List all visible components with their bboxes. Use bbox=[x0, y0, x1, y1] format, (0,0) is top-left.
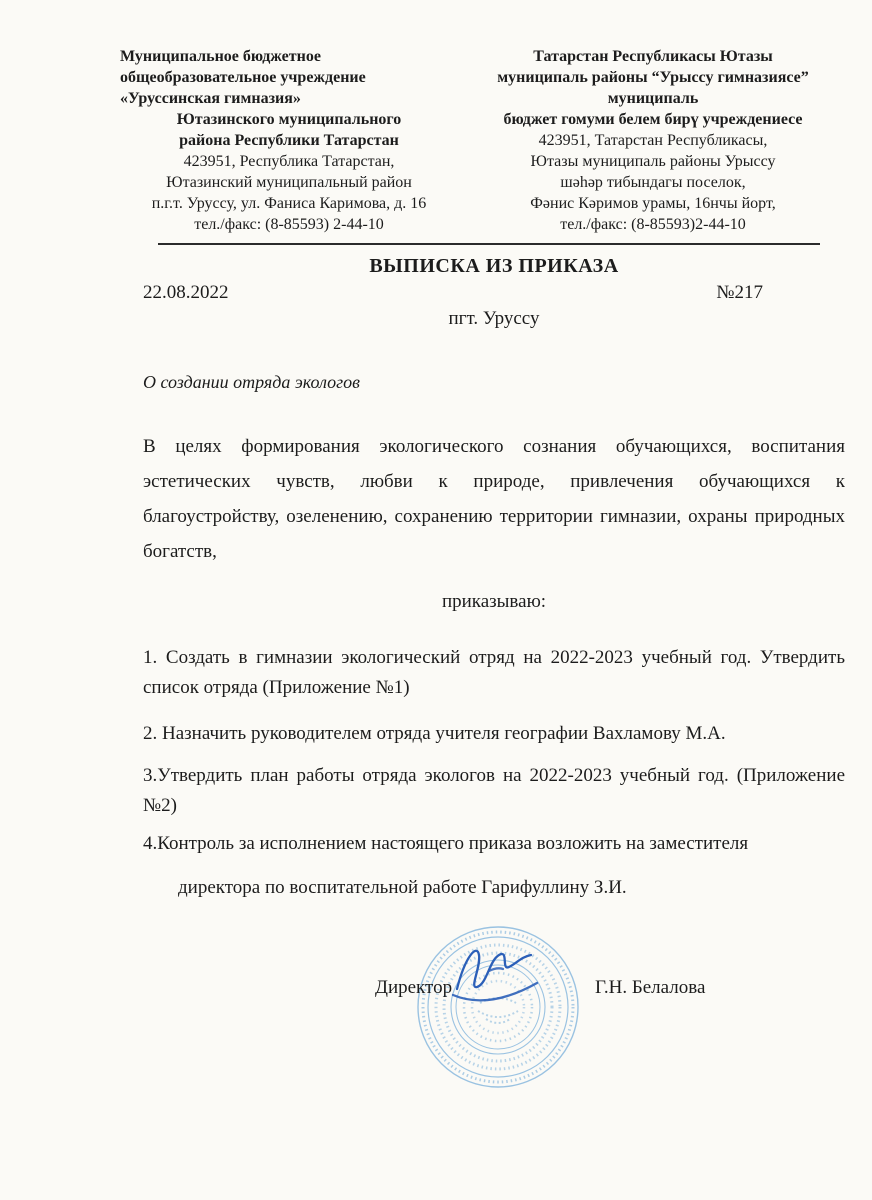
letterhead-line: муниципаль районы “Урыссу гимназиясе” bbox=[497, 69, 809, 86]
letterhead-line: тел./факс: (8-85593) 2-44-10 bbox=[194, 216, 384, 233]
order-item-3: 3.Утвердить план работы отряда экологов на 2022-2023 учебный год. (Приложение №2) bbox=[143, 765, 845, 816]
letterhead-line: п.г.т. Уруссу, ул. Фаниса Каримова, д. 16 bbox=[151, 195, 427, 212]
letterhead-line: Фәнис Кәримов урамы, 16нчы йорт, bbox=[530, 195, 776, 212]
meta-row bbox=[143, 280, 845, 306]
document-place: пгт. Уруссу bbox=[448, 308, 540, 329]
letterhead-line: Татарстан Республикасы Ютазы bbox=[533, 48, 773, 65]
document-number: №217 bbox=[716, 282, 763, 303]
order-item-1: 1. Создать в гимназии экологический отряд на 2022-2023 учебный год. Утвердить список отряда (Приложение №1) bbox=[143, 647, 845, 698]
letterhead-line: Ютазы муниципаль районы Урыссу bbox=[530, 153, 776, 170]
divider bbox=[158, 243, 820, 245]
letterhead-line: бюджет гомуми белем бирү учреждениесе bbox=[503, 111, 803, 128]
letterhead-line: шәһәр тибындагы поселок, bbox=[560, 174, 746, 191]
letterhead-line: 423951, Республика Татарстан, bbox=[183, 153, 395, 170]
letterhead-line: Ютазинский муниципальный район bbox=[166, 174, 412, 191]
preamble-paragraph: В целях формирования экологического сознания обучающихся, воспитания эстетических чувств, любви к природе, привлечения обучающихся к благоустройству, озеленению, сохранению территории гимназии, охраны природных богатств, bbox=[143, 436, 845, 562]
order-word: приказываю: bbox=[441, 591, 547, 612]
letterhead-line: тел./факс: (8-85593)2-44-10 bbox=[560, 216, 746, 233]
letterhead-line: 423951, Татарстан Республикасы, bbox=[538, 132, 768, 149]
order-item-4-continuation: директора по воспитательной работе Гарифуллину З.И. bbox=[178, 877, 627, 898]
letterhead-tatar bbox=[462, 46, 844, 235]
subject-line: О создании отряда экологов bbox=[143, 372, 360, 392]
letterhead-line: Муниципальное бюджетное bbox=[120, 48, 321, 65]
letterhead-line: муниципаль bbox=[607, 90, 699, 107]
letterhead-line: района Республики Татарстан bbox=[179, 132, 399, 149]
document-title: ВЫПИСКА ИЗ ПРИКАЗА bbox=[369, 255, 619, 277]
order-item-2: 2. Назначить руководителем отряда учителя географии Вахламову М.А. bbox=[143, 723, 726, 744]
document-body bbox=[0, 255, 872, 1159]
document-date: 22.08.2022 bbox=[143, 282, 229, 303]
letterhead-russian bbox=[120, 46, 458, 235]
signature-name: Г.Н. Белалова bbox=[595, 977, 706, 998]
order-item-4: 4.Контроль за исполнением настоящего приказа возложить на заместителя bbox=[143, 833, 749, 854]
signature-ink-icon bbox=[443, 937, 553, 1015]
letterhead-line: Ютазинского муниципального bbox=[176, 111, 402, 128]
letterhead-line: «Уруссинская гимназия» bbox=[120, 90, 301, 107]
letterhead-line: общеобразовательное учреждение bbox=[120, 69, 366, 86]
letterhead bbox=[0, 0, 872, 235]
signature-block bbox=[143, 929, 845, 1159]
signature-role-label: Директор bbox=[375, 977, 453, 998]
